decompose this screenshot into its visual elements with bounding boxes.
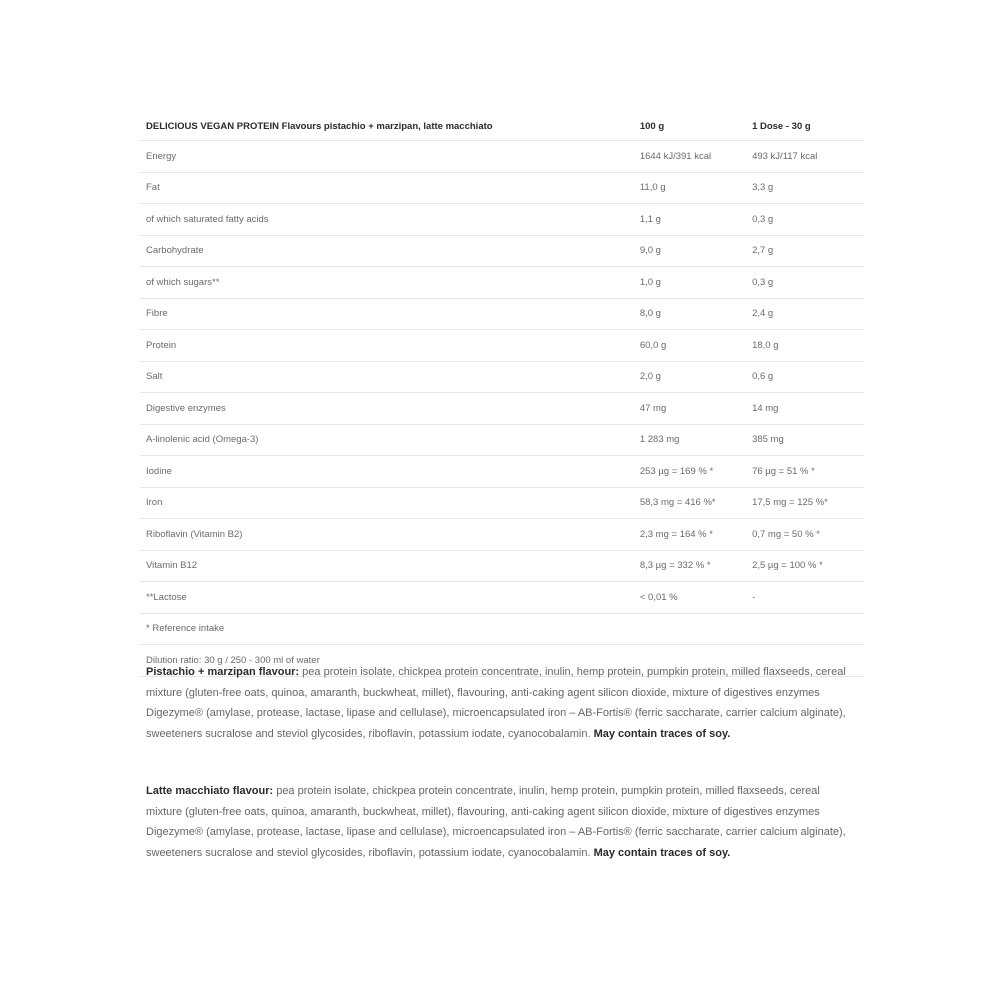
table-row <box>140 519 864 551</box>
value-100g <box>634 613 746 645</box>
value-dose: 2,5 µg = 100 % * <box>746 550 864 582</box>
nutrient-label: Carbohydrate <box>140 235 634 267</box>
footnote-label: * Reference intake <box>140 613 634 645</box>
value-100g: 1 283 mg <box>634 424 746 456</box>
table-row <box>140 267 864 299</box>
value-dose: - <box>746 582 864 614</box>
nutrient-label: Fat <box>140 172 634 204</box>
value-100g: 58,3 mg = 416 %* <box>634 487 746 519</box>
nutrient-label: of which sugars** <box>140 267 634 299</box>
value-100g: 1,0 g <box>634 267 746 299</box>
product-name-header: DELICIOUS VEGAN PROTEIN Flavours pistachio + marzipan, latte macchiato <box>140 112 634 141</box>
nutrient-label: Fibre <box>140 298 634 330</box>
value-dose: 17,5 mg = 125 %* <box>746 487 864 519</box>
ingredients-latte-text: pea protein isolate, chickpea protein concentrate, inulin, hemp protein, pumpkin protein, milled flaxseeds, cereal mixture (gluten-free oats, quinoa, amaranth, buckwheat, millet), flavouring, anti-caking agent silicon dioxide, mixture of digestives enzymes Digezyme® (amylase, protease, lactase, lipase and cellulase), microencapsulated iron – AB-Fortis® (ferric saccharate, carrier calcium alginate), sweeteners sucralose and steviol glycosides, riboflavin, potassium iodate, cyanocobalamin. <box>146 785 846 859</box>
value-dose: 0,3 g <box>746 204 864 236</box>
table-row <box>140 204 864 236</box>
value-100g: 2,3 mg = 164 % * <box>634 519 746 551</box>
dilution-label: Dilution ratio: 30 g / 250 - 300 ml of water <box>140 645 634 677</box>
table-row <box>140 424 864 456</box>
value-dose: 0,3 g <box>746 267 864 299</box>
nutrient-label: Digestive enzymes <box>140 393 634 425</box>
table-header-row <box>140 112 864 141</box>
nutrient-label: Energy <box>140 141 634 173</box>
ingredients-pistachio-text: pea protein isolate, chickpea protein concentrate, inulin, hemp protein, pumpkin protein, milled flaxseeds, cereal mixture (gluten-free oats, quinoa, amaranth, buckwheat, millet), flavouring, anti-caking agent silicon dioxide, mixture of digestives enzymes Digezyme® (amylase, protease, lactase, lipase and cellulase), microencapsulated iron – AB-Fortis® (ferric saccharate, carrier calcium alginate), sweeteners sucralose and steviol glycosides, riboflavin, potassium iodate, cyanocobalamin. <box>146 666 846 740</box>
ingredients-pistachio-warning: May contain traces of soy. <box>593 727 731 740</box>
value-dose <box>746 613 864 645</box>
value-100g: 8,3 µg = 332 % * <box>634 550 746 582</box>
table-row <box>140 172 864 204</box>
table-row <box>140 487 864 519</box>
ingredients-latte <box>146 781 858 863</box>
value-dose: 14 mg <box>746 393 864 425</box>
ingredients-latte-title: Latte macchiato flavour: <box>146 785 274 797</box>
value-100g: 60,0 g <box>634 330 746 362</box>
nutrition-table <box>140 112 864 677</box>
value-100g: 1644 kJ/391 kcal <box>634 141 746 173</box>
value-dose: 18,0 g <box>746 330 864 362</box>
ingredients-latte-warning: May contain traces of soy. <box>593 846 731 859</box>
nutrient-label: **Lactose <box>140 582 634 614</box>
table-row <box>140 330 864 362</box>
value-dose: 0,7 mg = 50 % * <box>746 519 864 551</box>
nutrient-label: Riboflavin (Vitamin B2) <box>140 519 634 551</box>
nutrient-label: A-linolenic acid (Omega-3) <box>140 424 634 456</box>
table-row <box>140 361 864 393</box>
per-100g-header: 100 g <box>634 112 746 141</box>
value-dose: 385 mg <box>746 424 864 456</box>
nutrient-label: Protein <box>140 330 634 362</box>
table-row <box>140 456 864 488</box>
value-100g: < 0,01 % <box>634 582 746 614</box>
value-dose: 3,3 g <box>746 172 864 204</box>
table-row <box>140 298 864 330</box>
ingredients-pistachio <box>146 662 858 744</box>
table-row <box>140 613 864 645</box>
value-100g: 2,0 g <box>634 361 746 393</box>
value-100g: 9,0 g <box>634 235 746 267</box>
value-100g: 253 µg = 169 % * <box>634 456 746 488</box>
value-100g: 47 mg <box>634 393 746 425</box>
value-dose: 2,7 g <box>746 235 864 267</box>
table-row <box>140 141 864 173</box>
nutrient-label: Vitamin B12 <box>140 550 634 582</box>
per-dose-header: 1 Dose - 30 g <box>746 112 864 141</box>
value-100g: 8,0 g <box>634 298 746 330</box>
table-row <box>140 235 864 267</box>
ingredients-pistachio-title: Pistachio + marzipan flavour: <box>146 666 300 678</box>
nutrient-label: Iodine <box>140 456 634 488</box>
table-row <box>140 550 864 582</box>
nutrient-label: Salt <box>140 361 634 393</box>
value-dose: 493 kJ/117 kcal <box>746 141 864 173</box>
value-dose: 0,6 g <box>746 361 864 393</box>
value-100g: 11,0 g <box>634 172 746 204</box>
table-row <box>140 582 864 614</box>
value-dose: 2,4 g <box>746 298 864 330</box>
nutrient-label: of which saturated fatty acids <box>140 204 634 236</box>
nutrient-label: Iron <box>140 487 634 519</box>
value-dose: 76 µg = 51 % * <box>746 456 864 488</box>
value-100g: 1,1 g <box>634 204 746 236</box>
table-row <box>140 393 864 425</box>
